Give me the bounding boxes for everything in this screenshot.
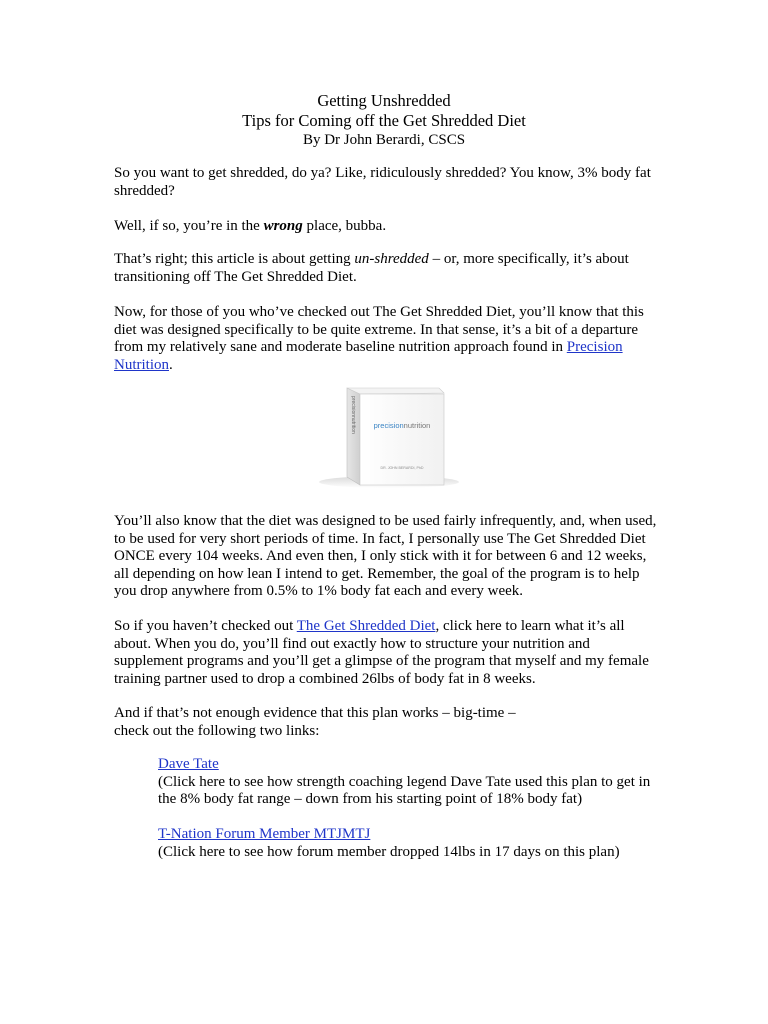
paragraph-infrequent-use: You’ll also know that the diet was designed to be used fairly infrequently, and, when used, to be used for very short periods of time. In fact, I personally use The Get Shredded Diet ONCE every 104 weeks. And even then, I only stick with it for between 6 and 12 weeks, all depending on how lean I intend to get. Remember, the goal of the program is to help you drop anywhere from 0.5% to 1% body fat each and every week.: [114, 513, 657, 600]
article-title: Getting Unshredded: [317, 91, 451, 110]
paragraph-text: place, bubba.: [302, 218, 387, 234]
paragraph-text: That’s right; this article is about getting: [114, 251, 355, 267]
dave-tate-link[interactable]: Dave Tate: [158, 756, 219, 772]
paragraph-text: – or, more specifically, it’s about transitioning off The Get Shredded Diet.: [114, 251, 629, 285]
paragraph-text: Well, if so, you’re in the: [114, 218, 264, 234]
paragraph-extreme: [114, 304, 659, 374]
emphasis-unshredded: un-shredded: [354, 251, 429, 267]
paragraph-text: .: [169, 356, 173, 373]
product-box-image: [311, 384, 461, 489]
paragraph-unshredded: [114, 251, 659, 286]
paragraph-wrong-place: [114, 218, 659, 236]
forum-member-description: (Click here to see how forum member dropped 14lbs in 17 days on this plan): [158, 843, 620, 860]
link-entry-dave-tate: [158, 756, 658, 809]
brand-nutrition: nutrition: [403, 421, 431, 430]
paragraph-text: So if you haven’t checked out: [114, 618, 297, 634]
paragraph-text: Now, for those of you who’ve checked out The Get Shredded Diet, you’ll know that this diet was designed specifically to be quite extreme. In that sense, it’s a bit of a departure from my relatively sane and moderate baseline nutrition approach found in: [114, 304, 644, 356]
front-author-text: DR. JOHN BERARDI, PhD: [380, 466, 424, 470]
paragraph-text: , click here to learn what it’s all about. When you do, you’ll find out exactly how to structure your nutrition and supplement programs and you’ll get a glimpse of the program that myself and my female training partner used to drop a combined 26lbs of body fat in 8 weeks.: [114, 618, 649, 687]
brand-precision: precision: [373, 421, 404, 430]
evidence-line-2: check out the following two links:: [114, 722, 320, 739]
paragraph-check-out: [114, 618, 659, 688]
paragraph-evidence: [114, 705, 659, 740]
front-brand-text: [374, 421, 431, 430]
paragraph-intro: So you want to get shredded, do ya? Like, ridiculously shredded? You know, 3% body fat shredded?: [114, 165, 651, 199]
article-subtitle: Tips for Coming off the Get Shredded Diet: [242, 111, 526, 130]
precision-nutrition-link[interactable]: Precision Nutrition: [114, 339, 623, 373]
get-shredded-diet-link[interactable]: The Get Shredded Diet: [296, 618, 436, 634]
emphasis-wrong: wrong: [263, 218, 303, 234]
byline: By Dr John Berardi, CSCS: [302, 132, 466, 148]
dave-tate-description: (Click here to see how strength coaching legend Dave Tate used this plan to get in the 8% body fat range – down from his starting point of 18% body fat): [158, 773, 651, 808]
spine-brand-text: precisionnutrition: [350, 396, 356, 434]
title-block: [0, 91, 768, 149]
product-box-graphic: [311, 384, 461, 489]
link-entry-forum-member: [158, 826, 658, 861]
forum-member-link[interactable]: T-Nation Forum Member MTJMTJ: [158, 826, 371, 842]
evidence-line-1: And if that’s not enough evidence that this plan works – big-time –: [114, 705, 516, 721]
